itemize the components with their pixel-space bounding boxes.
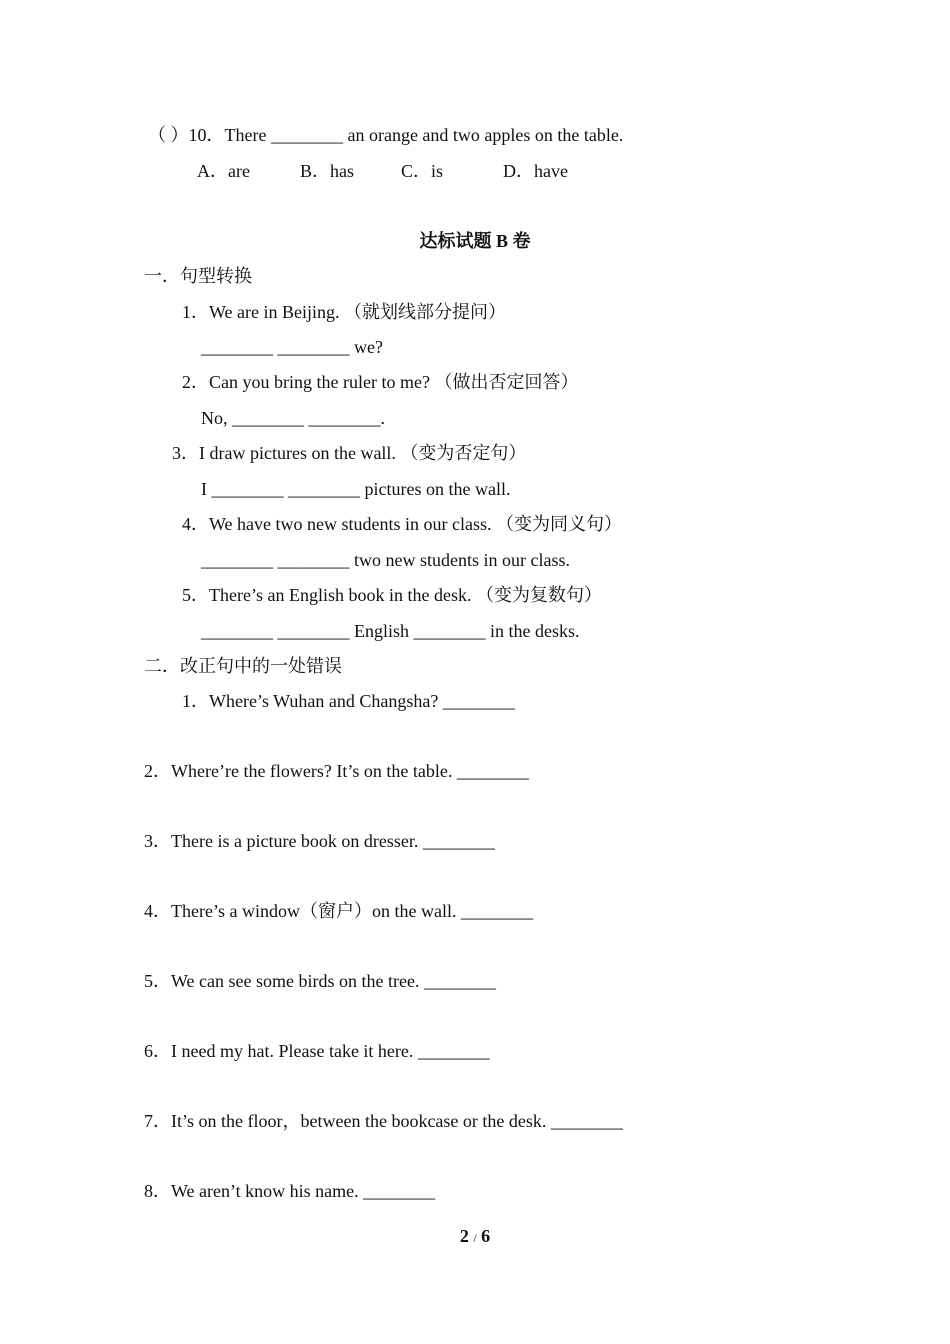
- part1-item-3-answer: I ________ ________ pictures on the wall.: [201, 479, 511, 499]
- section-title: 达标试题 B 卷: [419, 231, 531, 251]
- part1-item-1-answer: ________ ________ we?: [201, 337, 383, 357]
- question-10-stem: （ ）10．There ________ an orange and two apples on the table.: [148, 125, 624, 145]
- part2-item-2: 2．Where’re the flowers? It’s on the table. ________: [144, 761, 529, 781]
- part2-item-7: 7．It’s on the floor，between the bookcase or the desk. ________: [144, 1111, 623, 1131]
- option-d: D．have: [503, 161, 568, 181]
- part1-item-4-answer: ________ ________ two new students in our class.: [201, 550, 570, 570]
- part1-item-1-question: 1．We are in Beijing. （就划线部分提问）: [182, 302, 507, 322]
- part2-item-3: 3．There is a picture book on dresser. ________: [144, 831, 495, 851]
- page-current: 2: [459, 1226, 469, 1246]
- option-a: A．are: [197, 161, 250, 181]
- option-c: C．is: [401, 161, 444, 181]
- page-separator: /: [473, 1231, 477, 1245]
- part2-item-8: 8．We aren’t know his name. ________: [144, 1181, 436, 1201]
- page-total: 6: [481, 1226, 491, 1246]
- part1-item-5-answer: ________ ________ English ________ in the desks.: [201, 621, 580, 641]
- page-number: [0, 1225, 950, 1249]
- part1-heading: 一．句型转换: [144, 266, 252, 286]
- part1-item-2-question: 2．Can you bring the ruler to me? （做出否定回答）: [182, 372, 579, 392]
- part2-heading: 二．改正句中的一处错误: [144, 656, 342, 676]
- part1-item-5-question: 5．There’s an English book in the desk. （变为复数句）: [182, 585, 602, 605]
- part2-item-1: 1．Where’s Wuhan and Changsha? ________: [182, 691, 515, 711]
- part2-item-4: 4．There’s a window（窗户）on the wall. ________: [144, 901, 533, 921]
- part1-item-4-question: 4．We have two new students in our class. （变为同义句）: [182, 514, 622, 534]
- part1-item-2-answer: No, ________ ________.: [201, 408, 385, 428]
- part2-item-6: 6．I need my hat. Please take it here. ________: [144, 1041, 490, 1061]
- option-b: B．has: [300, 161, 354, 181]
- part1-item-3-question: 3．I draw pictures on the wall. （变为否定句）: [172, 443, 527, 463]
- part2-item-5: 5．We can see some birds on the tree. ________: [144, 971, 496, 991]
